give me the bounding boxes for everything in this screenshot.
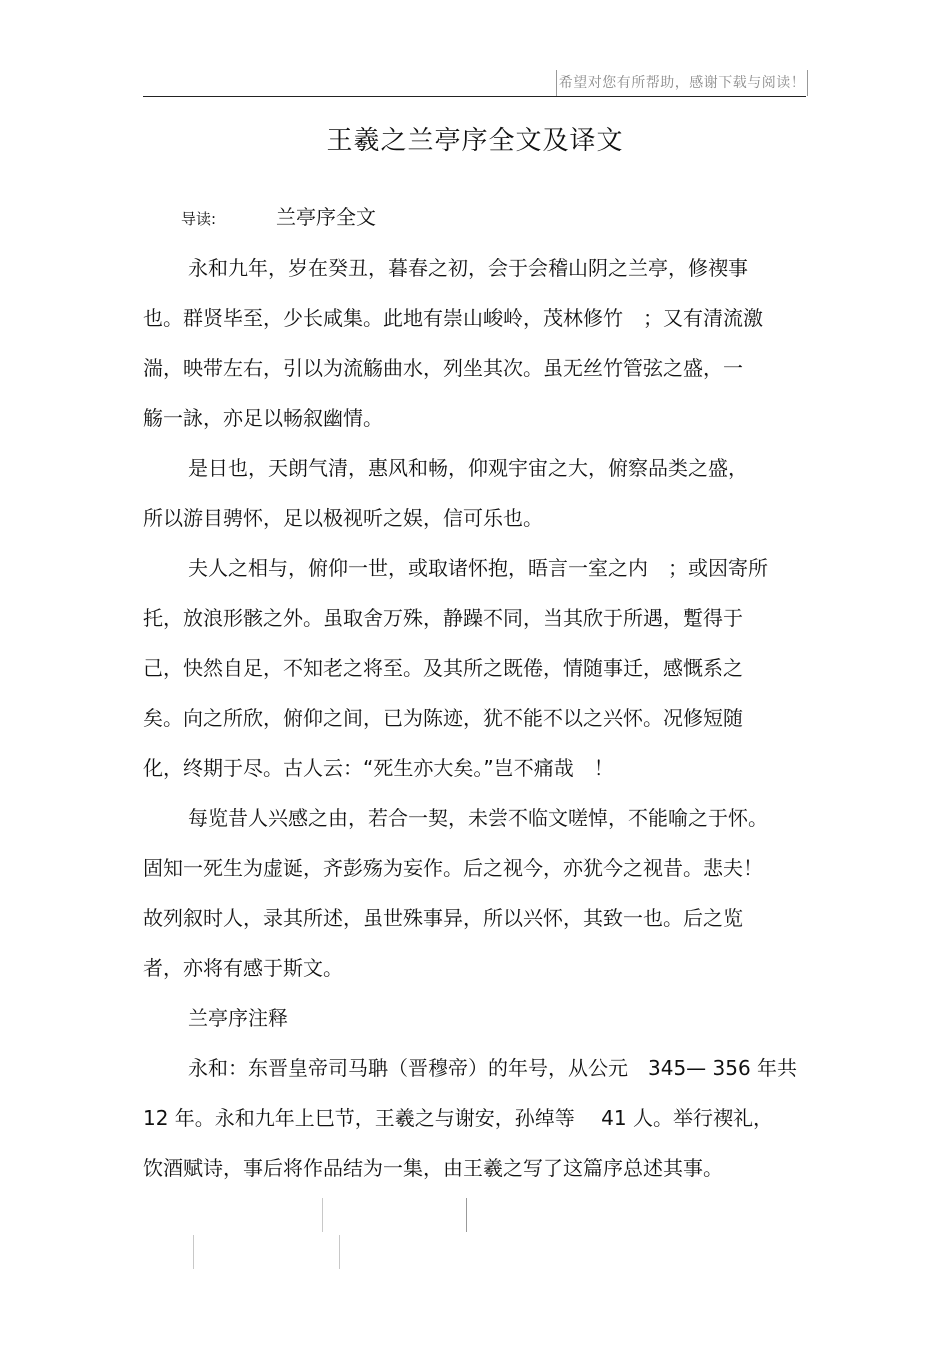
text-line: 固知一死生为虚诞，齐彭殇为妄作。后之视今，亦犹今之视昔。悲夫！ [143, 856, 763, 880]
text-line: 故列叙时人，录其所述，虽世殊事异，所以兴怀，其致一也。后之览 [143, 906, 743, 930]
text-line: 湍，映带左右，引以为流觞曲水，列坐其次。虽无丝竹管弦之盛，一 [143, 356, 743, 380]
section-heading: 兰亭序注释 [188, 1006, 288, 1030]
header-note: 希望对您有所帮助，感谢下载与阅读！ [556, 70, 808, 96]
intro-row [0, 202, 950, 232]
text-line: 是日也，天朗气清，惠风和畅，仰观宇宙之大，俯察品类之盛， [188, 456, 748, 480]
text-line: 永和：东晋皇帝司马聃（晋穆帝）的年号，从公元 345— 356 年共 [188, 1056, 798, 1080]
text-line: 永和九年，岁在癸丑，暮春之初，会于会稽山阴之兰亭，修禊事 [188, 256, 748, 280]
text-line: 化，终期于尽。古人云：“死生亦大矣。”岂不痛哉 ！ [143, 756, 614, 780]
intro-label: 导读: [181, 210, 217, 228]
text-line: 觞一詠，亦足以畅叙幽情。 [143, 406, 383, 430]
text-line: 所以游目骋怀，足以极视听之娱，信可乐也。 [143, 506, 543, 530]
header-rule [143, 96, 806, 97]
text-line: 者，亦将有感于斯文。 [143, 956, 343, 980]
text-line: 12 年。永和九年上巳节，王羲之与谢安，孙绰等 41 人。举行禊礼， [143, 1106, 773, 1130]
body-text [143, 243, 806, 1193]
text-line: 托，放浪形骸之外。虽取舍万殊，静躁不同，当其欣于所遇，蹔得于 [143, 606, 743, 630]
document-title: 王羲之兰亭序全文及译文 [326, 126, 624, 156]
scan-mark [339, 1235, 340, 1269]
text-line: 夫人之相与，俯仰一世，或取诸怀抱，晤言一室之内 ；或因寄所 [188, 556, 768, 580]
text-line: 己，快然自足，不知老之将至。及其所之既倦，情随事迁，感慨系之 [143, 656, 743, 680]
scan-mark [322, 1198, 323, 1232]
text-line: 矣。向之所欣，俯仰之间，已为陈迹，犹不能不以之兴怀。况修短随 [143, 706, 743, 730]
text-line: 每览昔人兴感之由，若合一契，未尝不临文嗟悼，不能喻之于怀。 [188, 806, 768, 830]
scan-mark [466, 1198, 467, 1232]
text-line: 饮酒赋诗，事后将作品结为一集，由王羲之写了这篇序总述其事。 [143, 1156, 723, 1180]
text-line: 也。群贤毕至，少长咸集。此地有崇山峻岭，茂林修竹 ；又有清流激 [143, 306, 763, 330]
scan-mark [193, 1235, 194, 1269]
intro-title: 兰亭序全文 [276, 205, 376, 229]
